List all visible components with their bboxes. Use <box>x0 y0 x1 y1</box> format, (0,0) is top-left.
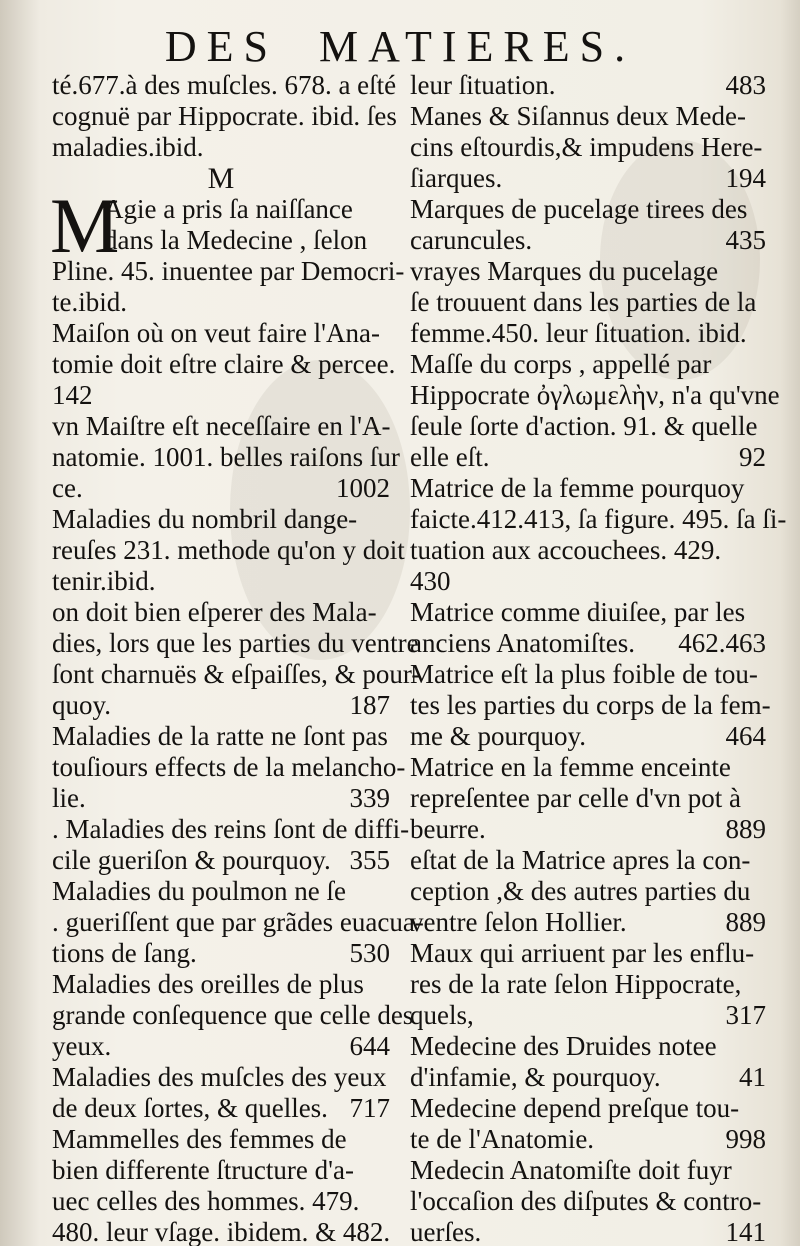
text-line <box>52 318 390 349</box>
entry-text: res de la rate ſelon Hippocrate, <box>410 969 742 999</box>
entry-text: uec celles des hommes. 479. <box>52 1186 360 1216</box>
dropcap-entry <box>50 182 390 269</box>
entry-text: . Maladies des reins ſont de diffi- <box>52 814 410 844</box>
text-line <box>410 969 766 1000</box>
section-letter: M <box>207 162 235 195</box>
entry-text: Maladies des muſcles des yeux <box>52 1062 387 1092</box>
text-line <box>52 1217 390 1246</box>
text-line <box>52 907 424 938</box>
text-line: maladies.ibid. <box>52 132 204 162</box>
page-number: 41 <box>739 1062 766 1092</box>
page-number: 317 <box>725 1000 766 1030</box>
entry-text: tomie doit eſtre claire & percee. <box>52 349 396 379</box>
text-line <box>410 876 766 907</box>
text-line <box>410 442 766 473</box>
text-line <box>52 380 390 411</box>
right-column <box>410 70 787 1246</box>
entry-text: me & pourquoy. <box>410 721 586 751</box>
text-line <box>52 876 390 907</box>
entry-text: quoy. <box>52 690 111 720</box>
text-line: cognuë par Hippocrate. ibid. ſes <box>52 101 397 131</box>
entry-text: natomie. 1001. belles raiſons ſur <box>52 442 400 472</box>
text-line <box>410 1155 766 1186</box>
text-line <box>410 814 766 845</box>
left-top-lines <box>52 70 397 163</box>
entry-text: anciens Anatomiſtes. <box>410 628 635 658</box>
text-line <box>52 1093 390 1124</box>
text-line <box>410 1062 766 1093</box>
text-line <box>410 721 766 752</box>
entry-text: Maiſon où on veut faire l'Ana- <box>52 318 381 348</box>
text-line <box>410 380 780 411</box>
text-line <box>410 349 766 380</box>
text-line <box>52 814 410 845</box>
page-header: DES MATIERES. <box>164 22 636 71</box>
text-line <box>410 194 766 225</box>
text-line <box>410 473 766 504</box>
text-line: Agie a pris ſa naiſſance <box>104 194 353 224</box>
entry-text: tes les parties du corps de la fem- <box>410 690 771 720</box>
text-line <box>410 256 766 287</box>
entry-text: vn Maiſtre eſt neceſſaire en l'A- <box>52 411 391 441</box>
text-line <box>410 690 771 721</box>
entry-text: Matrice comme diuiſee, par les <box>410 597 746 627</box>
entry-text: Maladies du poulmon ne ſe <box>52 876 346 906</box>
text-line <box>52 969 390 1000</box>
text-line <box>410 907 766 938</box>
entry-text: ſont charnuës & eſpaiſſes, & pour- <box>52 659 421 689</box>
text-line <box>52 287 390 318</box>
text-line <box>52 566 390 597</box>
entry-text: reuſes 231. methode qu'on y doit <box>52 535 405 565</box>
entry-text: d'infamie, & pourquoy. <box>410 1062 661 1092</box>
text-line <box>410 535 766 566</box>
entry-text: tions de ſang. <box>52 938 197 968</box>
entry-text: bien differente ſtructure d'a- <box>52 1155 354 1185</box>
text-line <box>52 504 390 535</box>
entry-text: Maladies de la ratte ne ſont pas <box>52 721 388 751</box>
text-line <box>52 535 405 566</box>
text-line <box>410 132 766 163</box>
text-line <box>410 287 766 318</box>
entry-text: eſtat de la Matrice apres la con- <box>410 845 751 875</box>
text-line <box>410 938 766 969</box>
entry-text: l'occaſion des diſputes & contro- <box>410 1186 762 1216</box>
entry-text: repreſentee par celle d'vn pot à <box>410 783 741 813</box>
entry-text: ſe trouuent dans les parties de la <box>410 287 757 317</box>
page-number: 530 <box>349 938 390 968</box>
text-line <box>410 225 766 256</box>
entry-text: on doit bien eſperer des Mala- <box>52 597 377 627</box>
text-line <box>410 1217 766 1246</box>
page-number: 644 <box>349 1031 390 1061</box>
entry-text: Mammelles des femmes de <box>52 1124 347 1154</box>
text-line <box>52 690 390 721</box>
entry-text: faicte.412.413, ſa figure. 495. ſa ſi- <box>410 504 787 534</box>
entry-text: cile gueriſon & pourquoy. <box>52 845 331 875</box>
entry-text: beurre. <box>410 814 486 844</box>
entry-text: Maladies des oreilles de plus <box>52 969 364 999</box>
text-line <box>52 752 406 783</box>
page-number: 998 <box>725 1124 766 1154</box>
left-entries <box>52 256 424 1246</box>
text-line <box>410 783 766 814</box>
entry-text: Manes & Siſannus deux Mede- <box>410 101 746 131</box>
entry-text: Matrice en la femme enceinte <box>410 752 731 782</box>
text-line <box>52 845 390 876</box>
entry-text: ventre ſelon Hollier. <box>410 907 627 937</box>
text-line <box>52 1031 390 1062</box>
text-line <box>52 628 419 659</box>
entry-text: ce. <box>52 473 83 503</box>
text-line <box>52 597 390 628</box>
entry-text: quels, <box>410 1000 474 1030</box>
entry-text: ſiarques. <box>410 163 503 193</box>
text-line <box>410 318 766 349</box>
entry-text: dies, lors que les parties du ventre <box>52 628 419 658</box>
text-line <box>52 783 390 814</box>
entry-text: Maſſe du corps , appellé par <box>410 349 712 379</box>
text-line <box>410 1093 766 1124</box>
entry-text: touſiours effects de la melancho- <box>52 752 406 782</box>
text-line <box>52 1155 390 1186</box>
text-line <box>410 1000 766 1031</box>
entry-text: 430 <box>410 566 451 596</box>
entry-text: Maladies du nombril dange- <box>52 504 358 534</box>
text-line <box>410 566 766 597</box>
entry-text: Medecine depend preſque tou- <box>410 1093 740 1123</box>
text-line <box>52 473 390 504</box>
text-line <box>52 1186 390 1217</box>
page-number: 889 <box>725 907 766 937</box>
text-line <box>52 1062 390 1093</box>
text-line <box>410 845 766 876</box>
entry-text: Medecin Anatomiſte doit fuyr <box>410 1155 732 1185</box>
page-number: 464 <box>725 721 766 751</box>
text-line <box>410 70 766 101</box>
page-number: 194 <box>725 163 766 193</box>
page-number: 717 <box>349 1093 390 1123</box>
text-line <box>410 659 766 690</box>
entry-text: ception ,& des autres parties du <box>410 876 751 906</box>
page-number: 141 <box>725 1217 766 1246</box>
text-line <box>410 1124 766 1155</box>
dropcap-letter: M <box>50 182 120 269</box>
text-line <box>410 752 766 783</box>
entry-text: Hippocrate ὀγλωμελὴν, n'a qu'vne <box>410 380 780 410</box>
page-number: 889 <box>725 814 766 844</box>
text-line <box>410 411 766 442</box>
text-line <box>410 1186 766 1217</box>
page-number: 187 <box>349 690 390 720</box>
entry-text: 480. leur vſage. ibidem. & 482. <box>52 1217 391 1246</box>
entry-text: vrayes Marques du pucelage <box>410 256 719 286</box>
right-entries <box>410 70 787 1246</box>
entry-text: Marques de pucelage tirees des <box>410 194 748 224</box>
entry-text: tuation aux accouchees. 429. <box>410 535 722 565</box>
text-line <box>410 163 766 194</box>
entry-text: Maux qui arriuent par les enflu- <box>410 938 755 968</box>
text-line <box>52 938 390 969</box>
entry-text: grande conſequence que celle des <box>52 1000 414 1030</box>
text-line <box>52 349 396 380</box>
left-column <box>50 70 424 1246</box>
page-number: 435 <box>725 225 766 255</box>
text-line <box>410 504 787 535</box>
entry-text: caruncules. <box>410 225 533 255</box>
text-line <box>52 721 390 752</box>
page-number: 355 <box>349 845 390 875</box>
text-line: té.677.à des muſcles. 678. a eſté <box>52 70 397 100</box>
text-line <box>410 101 766 132</box>
entry-text: cins eſtourdis,& impudens Here- <box>410 132 763 162</box>
text-line <box>52 659 421 690</box>
text-line: dans la Medecine , ſelon <box>104 225 368 255</box>
text-line <box>410 628 766 659</box>
entry-text: ſeule ſorte d'action. 91. & quelle <box>410 411 758 441</box>
text-line <box>52 442 400 473</box>
text-line <box>52 1124 390 1155</box>
entry-text: yeux. <box>52 1031 112 1061</box>
text-line <box>52 1000 414 1031</box>
entry-text: Medecine des Druides notee <box>410 1031 717 1061</box>
entry-text: lie. <box>52 783 86 813</box>
text-line <box>52 411 390 442</box>
entry-text: tenir.ibid. <box>52 566 156 596</box>
page-number: 1002 <box>336 473 390 503</box>
entry-text: te de l'Anatomie. <box>410 1124 595 1154</box>
page-number: 462.463 <box>678 628 766 658</box>
entry-text: femme.450. leur ſituation. ibid. <box>410 318 747 348</box>
entry-text: Matrice eſt la plus foible de tou- <box>410 659 758 689</box>
entry-text: . gueriſſent que par grãdes euacua- <box>52 907 424 937</box>
entry-text: Matrice de la femme pourquoy <box>410 473 745 503</box>
entry-text: te.ibid. <box>52 287 127 317</box>
entry-text: elle eſt. <box>410 442 490 472</box>
text-line <box>410 597 766 628</box>
page-number: 483 <box>725 70 766 100</box>
text-line <box>410 1031 766 1062</box>
page-number: 339 <box>349 783 390 813</box>
page-number: 92 <box>739 442 766 472</box>
entry-text: 142 <box>52 380 93 410</box>
entry-text: de deux ſortes, & quelles. <box>52 1093 328 1123</box>
entry-text: Pline. 45. inuentee par Democri- <box>52 256 405 286</box>
entry-text: uerſes. <box>410 1217 482 1246</box>
entry-text: leur ſituation. <box>410 70 556 100</box>
